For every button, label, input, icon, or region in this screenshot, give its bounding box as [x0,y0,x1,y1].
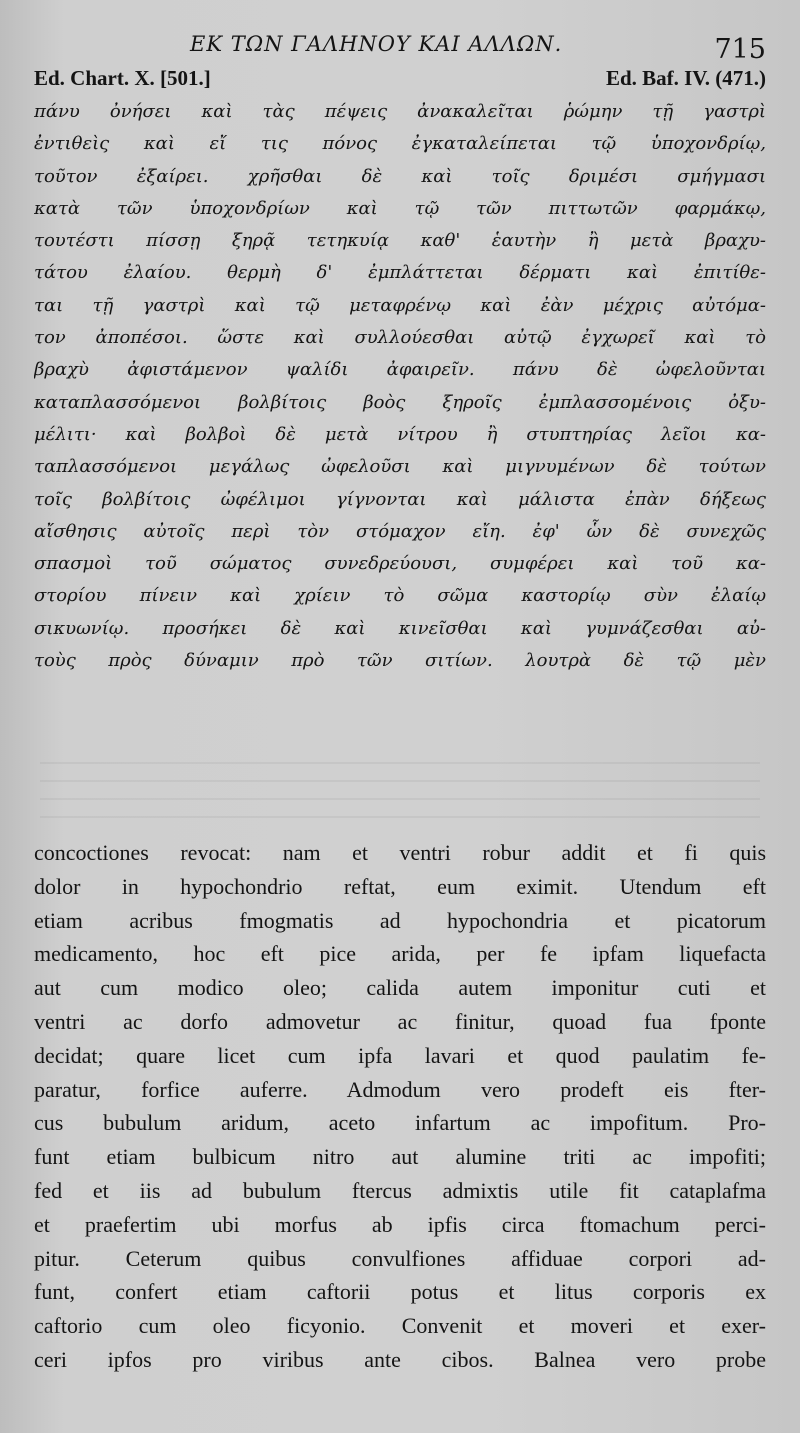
latin-line: medicamento, hoc eft pice arida, per fe ipfam liquefacta [34,941,766,967]
latin-line: ceri ipfos pro viribus ante cibos. Balnea vero probe [34,1346,766,1372]
latin-line: ventri ac dorfo admovetur ac finitur, quoad fua fponte [34,1008,766,1034]
greek-line: μέλιτι· καὶ βολβοὶ δὲ μετὰ νίτρου ἢ στυπτηρίας λεῖοι κα- [34,423,766,445]
greek-line: στορίου πίνειν καὶ χρίειν τὸ σῶμα καστορίῳ σὺν ἐλαίῳ [34,585,766,607]
greek-line: αἴσθησις αὐτοῖς περὶ τὸν στόμαχον εἴη. ἐφ' ὧν δὲ συνεχῶς [34,520,766,542]
latin-line: concoctiones revocat: nam et ventri robur addit et fi quis [34,840,766,865]
latin-line: decidat; quare licet cum ipfa lavari et quod paulatim fe- [34,1042,766,1068]
latin-line: pitur. Ceterum quibus convulfiones affiduae corpori ad- [34,1245,766,1271]
greek-line: ἐντιθεὶς καὶ εἴ τις πόνος ἐγκαταλείπεται τῷ ὑποχονδρίῳ, [34,133,766,155]
running-title: ΕΚ ΤΩΝ ΓΑΛΗΝΟΥ ΚΑΙ ΑΛΛΩΝ. [190,32,563,56]
greek-line: τοῦτον ἐξαίρει. χρῆσθαι δὲ καὶ τοῖς δριμέσι σμήγμασι [34,165,766,187]
latin-line: paratur, forfice auferre. Admodum vero prodeft eis fter- [34,1076,766,1102]
page-number: 715 [714,34,766,65]
latin-line: fed et iis ad bubulum ftercus admixtis utile fit cataplafma [34,1177,766,1203]
greek-line: τουτέστι πίσσῃ ξηρᾷ τετηκυίᾳ καθ' ἑαυτὴν ἢ μετὰ βραχυ- [34,230,766,252]
latin-text-block [34,836,766,1377]
latin-line: dolor in hypochondrio reftat, eum eximit. Utendum eft [34,873,766,899]
greek-line: ται τῇ γαστρὶ καὶ τῷ μεταφρένῳ καὶ ἐὰν μέχρις αὐτόμα- [34,294,766,316]
show-through-bleed [40,748,760,818]
latin-line: et praefertim ubi morfus ab ipfis circa ftomachum perci- [34,1211,766,1237]
edition-references [34,66,766,96]
greek-line: σικυωνίῳ. προσήκει δὲ καὶ κινεῖσθαι καὶ γυμνάζεσθαι αὐ- [34,617,766,639]
latin-line: funt, confert etiam caftorii potus et litus corporis ex [34,1279,766,1305]
greek-line: τοῖς βολβίτοις ὠφέλιμοι γίγνονται καὶ μάλιστα ἐπὰν δήξεως [34,488,766,510]
greek-line: τοὺς πρὸς δύναμιν πρὸ τῶν σιτίων. λουτρὰ δὲ τῷ μὲν [34,650,766,672]
greek-line: πάνυ ὀνήσει καὶ τὰς πέψεις ἀνακαλεῖται ῥώμην τῇ γαστρὶ [34,101,766,122]
latin-line: etiam acribus fmogmatis ad hypochondria et picatorum [34,907,766,933]
greek-line: τον ἀποπέσοι. ὥστε καὶ συλλούεσθαι αὐτῷ ἐγχωρεῖ καὶ τὸ [34,327,766,349]
greek-line: τάτου ἐλαίου. θερμὴ δ' ἐμπλάττεται δέρματι καὶ ἐπιτίθε- [34,262,766,284]
edition-chart-reference: Ed. Chart. X. [501.] [34,66,211,90]
latin-line: caftorio cum oleo ficyonio. Convenit et moveri et exer- [34,1313,766,1339]
greek-line: κατὰ τῶν ὑποχονδρίων καὶ τῷ τῶν πιττωτῶν φαρμάκῳ, [34,197,766,219]
latin-line: aut cum modico oleo; calida autem imponitur cuti et [34,975,766,1001]
greek-text-block [34,96,766,677]
greek-line: σπασμοὶ τοῦ σώματος συνεδρεύουσι, συμφέρει καὶ τοῦ κα- [34,553,766,575]
greek-line: βραχὺ ἀφιστάμενον ψαλίδι ἀφαιρεῖν. πάνυ δὲ ὠφελοῦνται [34,359,766,381]
latin-line: cus bubulum aridum, aceto infartum ac impofitum. Pro- [34,1110,766,1136]
edition-basel-reference: Ed. Baf. IV. (471.) [605,66,766,90]
latin-line: funt etiam bulbicum nitro aut alumine triti ac impofiti; [34,1144,766,1170]
greek-line: καταπλασσόμενοι βολβίτοις βοὸς ξηροῖς ἐμπλασσομένοις ὀξυ- [34,391,766,413]
greek-line: ταπλασσόμενοι μεγάλως ὠφελοῦσι καὶ μιγνυμένων δὲ τούτων [34,456,766,478]
